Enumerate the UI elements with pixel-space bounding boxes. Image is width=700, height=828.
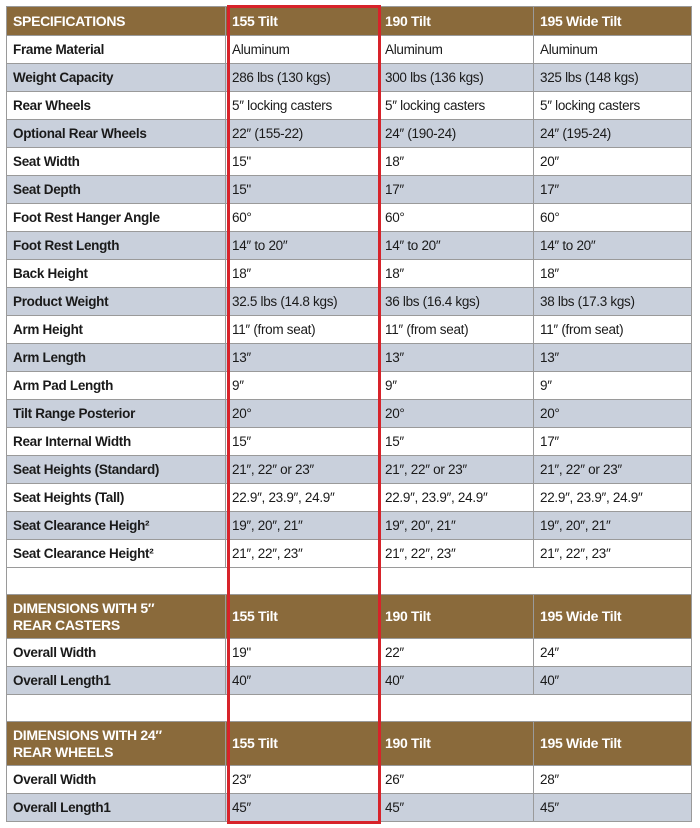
table-row: [7, 316, 692, 344]
specifications-table: [6, 6, 692, 822]
spec-value: 20°: [379, 400, 534, 428]
spec-value: 17″: [534, 428, 692, 456]
spec-value: 15": [226, 148, 379, 176]
table-row: [7, 484, 692, 512]
spec-value: 26″: [379, 766, 534, 794]
spec-value: 21″, 22″, 23″: [534, 540, 692, 568]
section-gap: [7, 568, 692, 595]
spec-label: Seat Depth: [7, 176, 226, 204]
spec-value: 15″: [226, 428, 379, 456]
spec-value: 22.9″, 23.9″, 24.9″: [379, 484, 534, 512]
spec-value: 286 lbs (130 kgs): [226, 64, 379, 92]
section-title: [7, 722, 226, 766]
section-header-row: [7, 722, 692, 766]
spec-label: Rear Wheels: [7, 92, 226, 120]
spec-label: Arm Height: [7, 316, 226, 344]
spec-label: Rear Internal Width: [7, 428, 226, 456]
spec-value: 22.9″, 23.9″, 24.9″: [534, 484, 692, 512]
spec-value: 24″ (195-24): [534, 120, 692, 148]
spec-value: 13″: [534, 344, 692, 372]
spec-value: 22″: [379, 639, 534, 667]
spec-label: Weight Capacity: [7, 64, 226, 92]
table-row: [7, 92, 692, 120]
spec-value: 11″ (from seat): [226, 316, 379, 344]
spec-label: Arm Pad Length: [7, 372, 226, 400]
model-column-header: 195 Wide Tilt: [534, 595, 692, 639]
model-column-header: 195 Wide Tilt: [534, 7, 692, 36]
section-title: [7, 7, 226, 36]
table-row: [7, 344, 692, 372]
section-title-line: DIMENSIONS WITH 5″: [13, 599, 155, 616]
spec-value: 14″ to 20″: [534, 232, 692, 260]
spec-value: 20°: [534, 400, 692, 428]
table-row: [7, 667, 692, 695]
spec-label: Product Weight: [7, 288, 226, 316]
spec-value: 17″: [534, 176, 692, 204]
spec-value: 18″: [534, 260, 692, 288]
spec-label: Seat Clearance Height²: [7, 540, 226, 568]
spec-value: 18″: [379, 148, 534, 176]
spec-value: 24″ (190-24): [379, 120, 534, 148]
spec-value: 40″: [379, 667, 534, 695]
spec-value: 20°: [226, 400, 379, 428]
spec-value: 38 lbs (17.3 kgs): [534, 288, 692, 316]
table-row: [7, 639, 692, 667]
section-title-line-2: REAR WHEELS: [13, 743, 114, 760]
spec-value: 19″, 20″, 21″: [534, 512, 692, 540]
spec-value: 18″: [379, 260, 534, 288]
table-row: [7, 288, 692, 316]
spacer-cell: [7, 695, 692, 722]
section-title-line: SPECIFICATIONS: [13, 13, 126, 29]
spec-value: 20″: [534, 148, 692, 176]
spec-value: 14″ to 20″: [379, 232, 534, 260]
section-header-row: [7, 7, 692, 36]
model-column-header: 155 Tilt: [226, 595, 379, 639]
table-row: [7, 372, 692, 400]
section-gap: [7, 695, 692, 722]
spec-value: 9″: [226, 372, 379, 400]
spec-value: 24″: [534, 639, 692, 667]
spec-label: Tilt Range Posterior: [7, 400, 226, 428]
section-header-row: [7, 595, 692, 639]
spec-value: 21″, 22″, 23″: [379, 540, 534, 568]
table-row: [7, 204, 692, 232]
spec-value: 60°: [534, 204, 692, 232]
section-title-line-2: REAR CASTERS: [13, 616, 120, 633]
spec-value: Aluminum: [226, 36, 379, 64]
spec-value: 60°: [226, 204, 379, 232]
spec-value: 60°: [379, 204, 534, 232]
table-row: [7, 148, 692, 176]
spec-value: Aluminum: [379, 36, 534, 64]
spec-value: 21″, 22″, 23″: [226, 540, 379, 568]
spec-label: Arm Length: [7, 344, 226, 372]
spec-label: Overall Length1: [7, 794, 226, 822]
table-row: [7, 176, 692, 204]
spec-value: 19": [226, 639, 379, 667]
spec-label: Seat Width: [7, 148, 226, 176]
model-column-header: 155 Tilt: [226, 722, 379, 766]
spec-value: 5″ locking casters: [226, 92, 379, 120]
spec-value: 36 lbs (16.4 kgs): [379, 288, 534, 316]
spacer-cell: [7, 568, 692, 595]
spec-value: 9″: [379, 372, 534, 400]
section-title-line: DIMENSIONS WITH 24″: [13, 726, 162, 743]
spec-value: 17″: [379, 176, 534, 204]
spec-label: Optional Rear Wheels: [7, 120, 226, 148]
spec-value: 45″: [379, 794, 534, 822]
table-row: [7, 120, 692, 148]
spec-value: 19″, 20″, 21″: [226, 512, 379, 540]
spec-label: Back Height: [7, 260, 226, 288]
table-row: [7, 428, 692, 456]
spec-value: 5″ locking casters: [379, 92, 534, 120]
model-column-header: 190 Tilt: [379, 595, 534, 639]
spec-label: Foot Rest Length: [7, 232, 226, 260]
table-row: [7, 64, 692, 92]
model-column-header: 195 Wide Tilt: [534, 722, 692, 766]
spec-value: 9″: [534, 372, 692, 400]
spec-value: 28″: [534, 766, 692, 794]
spec-value: 45″: [226, 794, 379, 822]
table-row: [7, 794, 692, 822]
spec-value: 325 lbs (148 kgs): [534, 64, 692, 92]
table-row: [7, 260, 692, 288]
spec-label: Seat Heights (Tall): [7, 484, 226, 512]
spec-value: 15″: [379, 428, 534, 456]
spec-sheet: [6, 6, 691, 822]
spec-value: 13″: [379, 344, 534, 372]
spec-value: 32.5 lbs (14.8 kgs): [226, 288, 379, 316]
table-row: [7, 456, 692, 484]
spec-label: Frame Material: [7, 36, 226, 64]
table-row: [7, 400, 692, 428]
spec-value: 13″: [226, 344, 379, 372]
table-row: [7, 512, 692, 540]
table-row: [7, 540, 692, 568]
spec-value: 40″: [226, 667, 379, 695]
model-column-header: 190 Tilt: [379, 722, 534, 766]
table-body: [7, 7, 692, 822]
table-row: [7, 766, 692, 794]
spec-value: Aluminum: [534, 36, 692, 64]
spec-value: 22.9″, 23.9″, 24.9″: [226, 484, 379, 512]
spec-value: 21″, 22″ or 23″: [226, 456, 379, 484]
model-column-header: 155 Tilt: [226, 7, 379, 36]
spec-value: 19″, 20″, 21″: [379, 512, 534, 540]
spec-value: 11″ (from seat): [534, 316, 692, 344]
section-title: [7, 595, 226, 639]
spec-value: 21″, 22″ or 23″: [379, 456, 534, 484]
spec-value: 45″: [534, 794, 692, 822]
spec-label: Overall Width: [7, 766, 226, 794]
table-row: [7, 232, 692, 260]
spec-value: 5″ locking casters: [534, 92, 692, 120]
spec-value: 11″ (from seat): [379, 316, 534, 344]
table-row: [7, 36, 692, 64]
spec-label: Overall Length1: [7, 667, 226, 695]
spec-label: Foot Rest Hanger Angle: [7, 204, 226, 232]
model-column-header: 190 Tilt: [379, 7, 534, 36]
spec-value: 14″ to 20″: [226, 232, 379, 260]
spec-label: Overall Width: [7, 639, 226, 667]
spec-label: Seat Clearance Heigh²: [7, 512, 226, 540]
spec-value: 40″: [534, 667, 692, 695]
spec-value: 23″: [226, 766, 379, 794]
spec-label: Seat Heights (Standard): [7, 456, 226, 484]
spec-value: 21″, 22″ or 23″: [534, 456, 692, 484]
spec-value: 22″ (155-22): [226, 120, 379, 148]
spec-value: 18″: [226, 260, 379, 288]
spec-value: 300 lbs (136 kgs): [379, 64, 534, 92]
spec-value: 15": [226, 176, 379, 204]
